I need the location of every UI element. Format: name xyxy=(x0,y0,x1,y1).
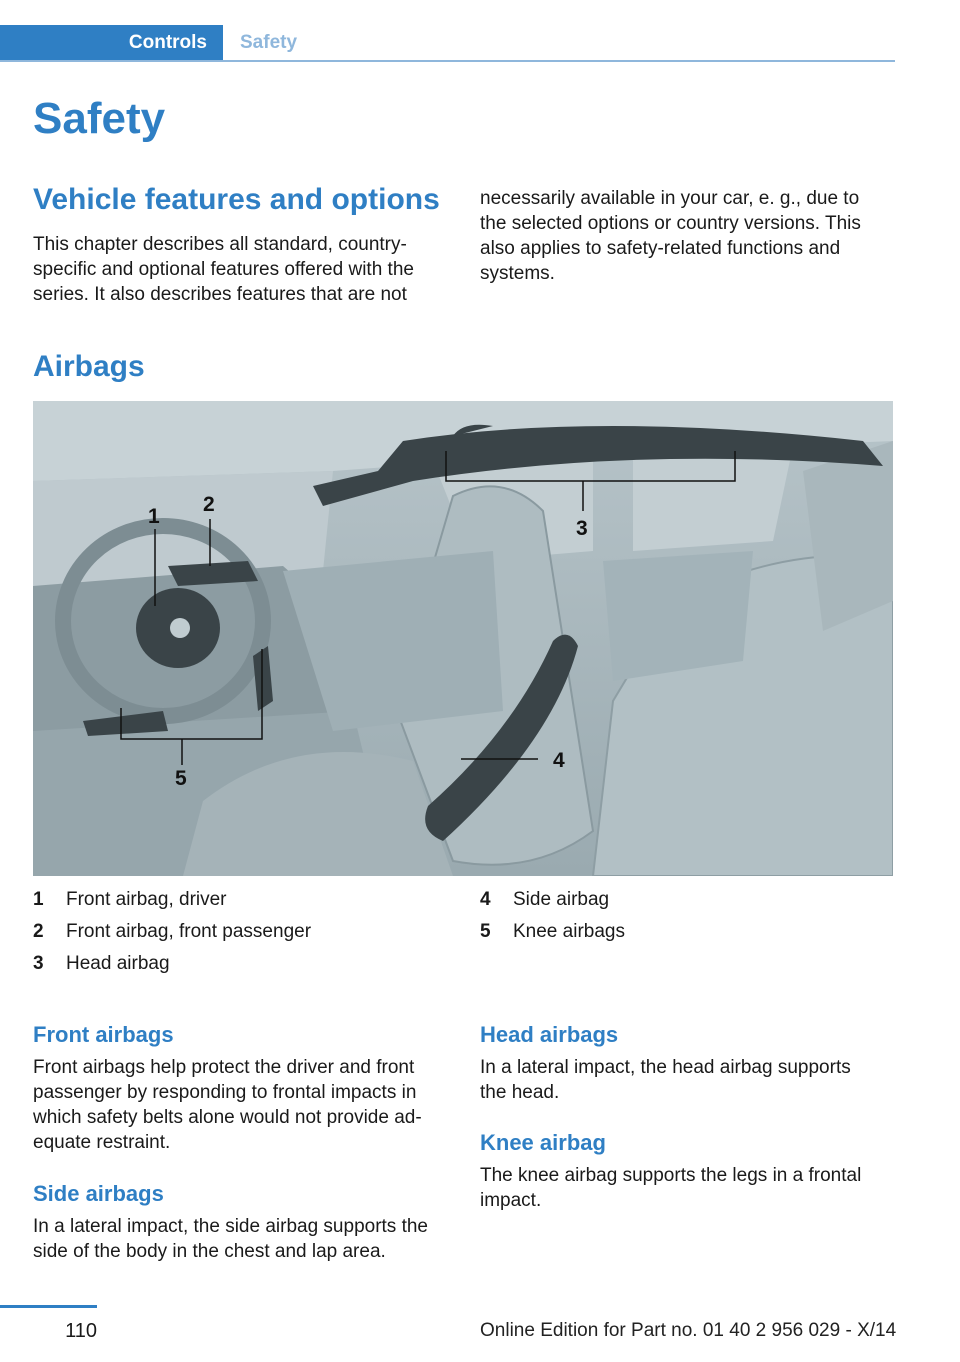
edition-footer: Online Edition for Part no. 01 40 2 956 029 - X/14 xyxy=(480,1320,897,1341)
text-line: passenger by responding to frontal impacts in xyxy=(33,1082,417,1103)
callout-2: 2 xyxy=(203,493,215,516)
airbag-locations-illustration xyxy=(33,401,893,876)
text-line: This chapter describes all standard, country- xyxy=(33,234,407,255)
legend-label: Front airbag, front passenger xyxy=(66,921,312,942)
section-heading-vehicle-features: Vehicle features and options xyxy=(33,183,440,216)
section-heading-airbags: Airbags xyxy=(33,350,145,383)
page-title: Safety xyxy=(33,94,166,143)
figure-legend-left xyxy=(33,887,453,987)
vehicle-features-text-right xyxy=(480,186,900,286)
side-airbags-heading: Side airbags xyxy=(33,1181,164,1206)
head-airbags-text xyxy=(480,1055,900,1105)
text-line: The knee airbag supports the legs in a frontal xyxy=(480,1165,862,1186)
chapter-tabbar xyxy=(0,25,895,62)
text-line: systems. xyxy=(480,263,555,284)
text-line: impact. xyxy=(480,1190,542,1211)
callout-1: 1 xyxy=(148,505,160,528)
vehicle-features-text-left xyxy=(33,232,453,307)
tab-safety[interactable]: Safety xyxy=(240,32,298,53)
legend-number: 5 xyxy=(480,921,491,942)
text-line: the head. xyxy=(480,1082,560,1103)
callout-3: 3 xyxy=(576,517,588,540)
text-line: In a lateral impact, the side airbag supports the xyxy=(33,1216,429,1237)
car-interior-drawing xyxy=(33,401,893,876)
page-number: 110 xyxy=(65,1320,97,1342)
footer-rule xyxy=(0,1305,97,1308)
figure-legend-right xyxy=(480,887,900,957)
legend-label: Knee airbags xyxy=(513,921,625,942)
callout-4: 4 xyxy=(553,749,565,772)
text-line: which safety belts alone would not provide ad‐ xyxy=(33,1107,422,1128)
legend-number: 3 xyxy=(33,953,44,974)
tab-divider xyxy=(0,60,895,62)
front-airbags-heading: Front airbags xyxy=(33,1022,174,1047)
head-airbags-heading: Head airbags xyxy=(480,1022,619,1047)
side-airbags-text xyxy=(33,1214,453,1264)
tab-controls[interactable]: Controls xyxy=(0,25,223,61)
legend-number: 4 xyxy=(480,889,491,910)
legend-label: Front airbag, driver xyxy=(66,889,227,910)
text-line: Front airbags help protect the driver and front xyxy=(33,1057,415,1078)
callout-5: 5 xyxy=(175,767,187,790)
text-line: side of the body in the chest and lap area. xyxy=(33,1241,386,1262)
legend-label: Head airbag xyxy=(66,953,170,974)
text-line: specific and optional features offered with the xyxy=(33,259,414,280)
legend-number: 1 xyxy=(33,889,44,910)
text-line: necessarily available in your car, e. g., due to xyxy=(480,188,860,209)
text-line: In a lateral impact, the head airbag supports xyxy=(480,1057,851,1078)
text-line: equate restraint. xyxy=(33,1132,171,1153)
legend-number: 2 xyxy=(33,921,44,942)
legend-label: Side airbag xyxy=(513,889,610,910)
knee-airbag-text xyxy=(480,1163,900,1213)
text-line: the selected options or country versions. This xyxy=(480,213,861,234)
front-airbags-text xyxy=(33,1055,453,1155)
text-line: series. It also describes features that are not xyxy=(33,284,407,305)
knee-airbag-heading: Knee airbag xyxy=(480,1130,606,1155)
text-line: also applies to safety-related functions and xyxy=(480,238,841,259)
